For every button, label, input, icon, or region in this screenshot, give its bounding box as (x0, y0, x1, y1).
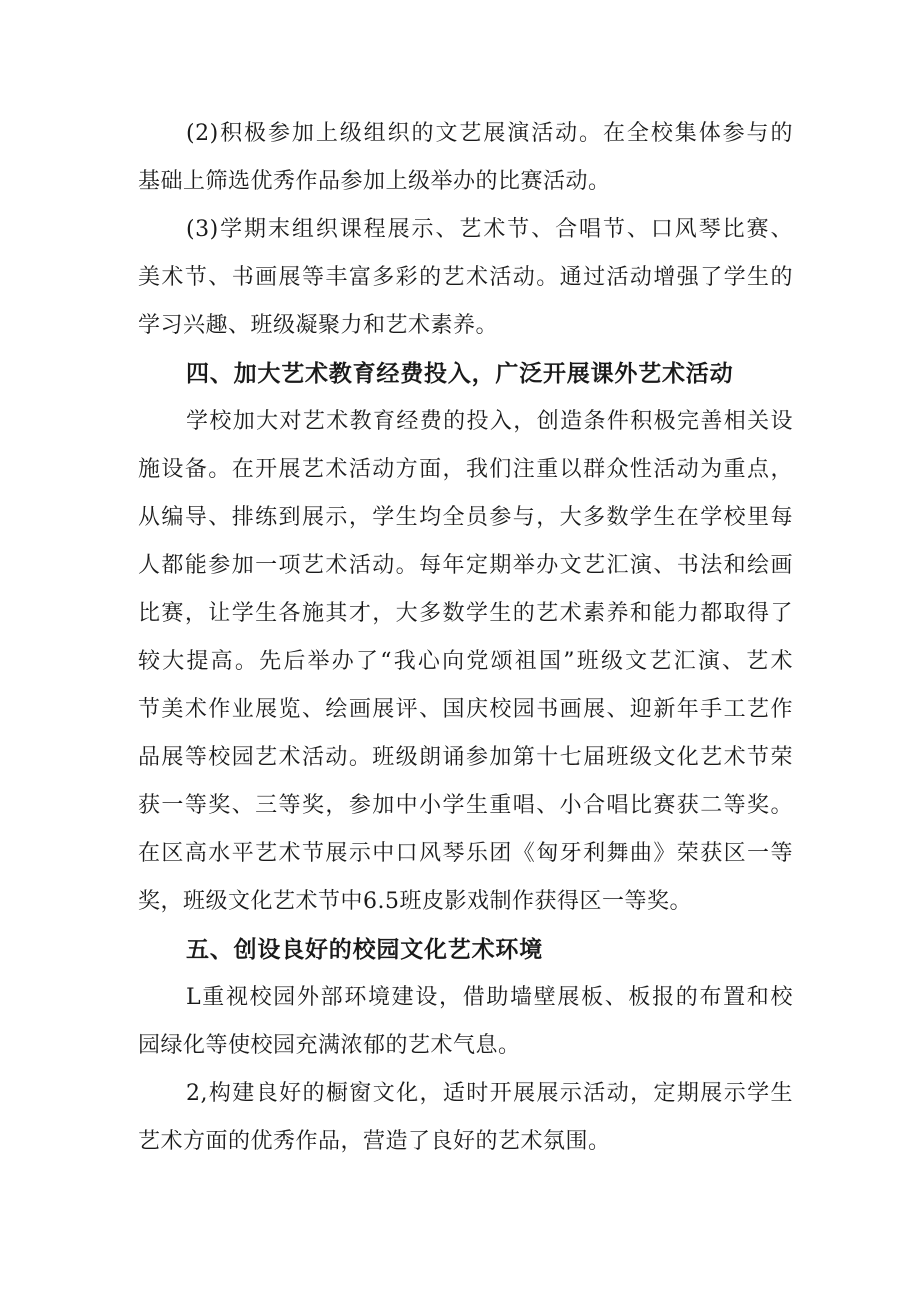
section-4-line-8: 品展等校园艺术活动。班级朗诵参加第十七届班级文化艺术节荣 (138, 745, 793, 770)
paragraph-3-line-1: (3)学期末组织课程展示、艺术节、合唱节、口风琴比赛、 (186, 217, 793, 242)
paragraph-2-line-2: 基础上筛选优秀作品参加上级举办的比赛活动。 (138, 169, 611, 194)
section-4-line-9: 获一等奖、三等奖，参加中小学生重唱、小合唱比赛获二等奖。 (138, 793, 793, 818)
paragraph-2-line-1: (2)积极参加上级组织的文艺展演活动。在全校集体参与的 (186, 121, 793, 146)
section-5-item-2-line-1: 2,构建良好的橱窗文化，适时开展展示活动，定期展示学生 (186, 1081, 793, 1106)
paragraph-3-line-2: 美术节、书画展等丰富多彩的艺术活动。通过活动增强了学生的 (138, 265, 793, 290)
section-4-line-10: 在区高水平艺术节展示中口风琴乐团《匈牙利舞曲》荣获区一等 (138, 841, 793, 866)
section-4-line-11: 奖，班级文化艺术节中6.5班皮影戏制作获得区一等奖。 (138, 889, 692, 914)
section-4-line-1: 学校加大对艺术教育经费的投入，创造条件积极完善相关设 (186, 409, 793, 434)
section-5-item-1-line-1: L重视校园外部环境建设，借助墙壁展板、板报的布置和校 (186, 985, 793, 1010)
section-heading-5: 五、创设良好的校园文化艺术环境 (186, 937, 543, 963)
section-4-line-6: 较大提高。先后举办了“我心向党颂祖国”班级文艺汇演、艺术 (138, 649, 793, 674)
paragraph-3-line-3: 学习兴趣、班级凝聚力和艺术素养。 (138, 313, 499, 338)
section-5-item-1-line-2: 园绿化等使校园充满浓郁的艺术气息。 (138, 1033, 521, 1058)
section-4-line-2: 施设备。在开展艺术活动方面，我们注重以群众性活动为重点， (138, 457, 793, 482)
section-4-line-5: 比赛，让学生各施其才，大多数学生的艺术素养和能力都取得了 (138, 601, 793, 626)
section-heading-4: 四、加大艺术教育经费投入，广泛开展课外艺术活动 (186, 361, 734, 387)
section-5-item-2-line-2: 艺术方面的优秀作品，营造了良好的艺术氛围。 (138, 1129, 611, 1154)
section-4-line-7: 节美术作业展览、绘画展评、国庆校园书画展、迎新年手工艺作 (138, 697, 793, 722)
section-4-line-3: 从编导、排练到展示，学生均全员参与，大多数学生在学校里每 (138, 505, 793, 530)
section-4-line-4: 人都能参加一项艺术活动。每年定期举办文艺汇演、书法和绘画 (138, 553, 793, 578)
